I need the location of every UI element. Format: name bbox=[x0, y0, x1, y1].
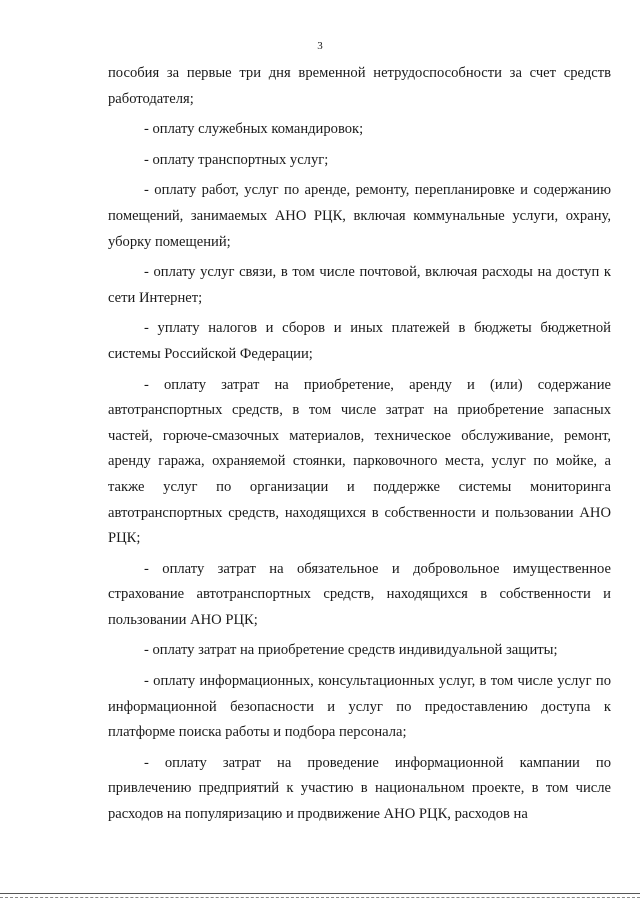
paragraph-2: - оплату служебных командировок; bbox=[144, 121, 364, 138]
document-body bbox=[108, 61, 611, 828]
paragraph-8: - оплату затрат на обязательное и добровольное имущественное страхование автотранспортных средств, находящихся в собственности и пользовании АНО РЦК; bbox=[108, 560, 611, 628]
paragraph-3: - оплату транспортных услуг; bbox=[144, 151, 329, 168]
bottom-scan-line-dashed bbox=[0, 897, 640, 898]
paragraph-7: - оплату затрат на приобретение, аренду и (или) содержание автотранспортных средств, в том числе затрат на приобретение запасных частей, горюче-смазочных материалов, техническое обслуживание, ремонт, аренду гаража, охраняемой стоянки, парковочного места, услуг по мойке, а также услуг по организации и поддержке системы мониторинга автотранспортных средств, находящихся в собственности и пользовании АНО РЦК; bbox=[108, 376, 611, 547]
paragraph-9: - оплату затрат на приобретение средств индивидуальной защиты; bbox=[144, 642, 558, 659]
paragraph-5: - оплату услуг связи, в том числе почтовой, включая расходы на доступ к сети Интернет; bbox=[108, 264, 611, 306]
paragraph-6: - уплату налогов и сборов и иных платежей в бюджеты бюджетной системы Российской Федерации; bbox=[108, 320, 611, 362]
bottom-scan-line bbox=[0, 893, 640, 894]
paragraph-11: - оплату затрат на проведение информационной кампании по привлечению предприятий к участию в национальном проекте, в том числе расходов на популяризацию и продвижение АНО РЦК, расходов на bbox=[108, 754, 611, 823]
page-number: 3 bbox=[317, 40, 323, 52]
paragraph-4: - оплату работ, услуг по аренде, ремонту, перепланировке и содержанию помещений, занимаемых АНО РЦК, включая коммунальные услуги, охрану, уборку помещений; bbox=[108, 182, 611, 250]
paragraph-1: пособия за первые три дня временной нетрудоспособности за счет средств работодателя; bbox=[108, 65, 611, 107]
paragraph-10: - оплату информационных, консультационных услуг, в том числе услуг по информационной безопасности и услуг по предоставлению доступа к платформе поиска работы и подбора персонала; bbox=[108, 673, 611, 741]
